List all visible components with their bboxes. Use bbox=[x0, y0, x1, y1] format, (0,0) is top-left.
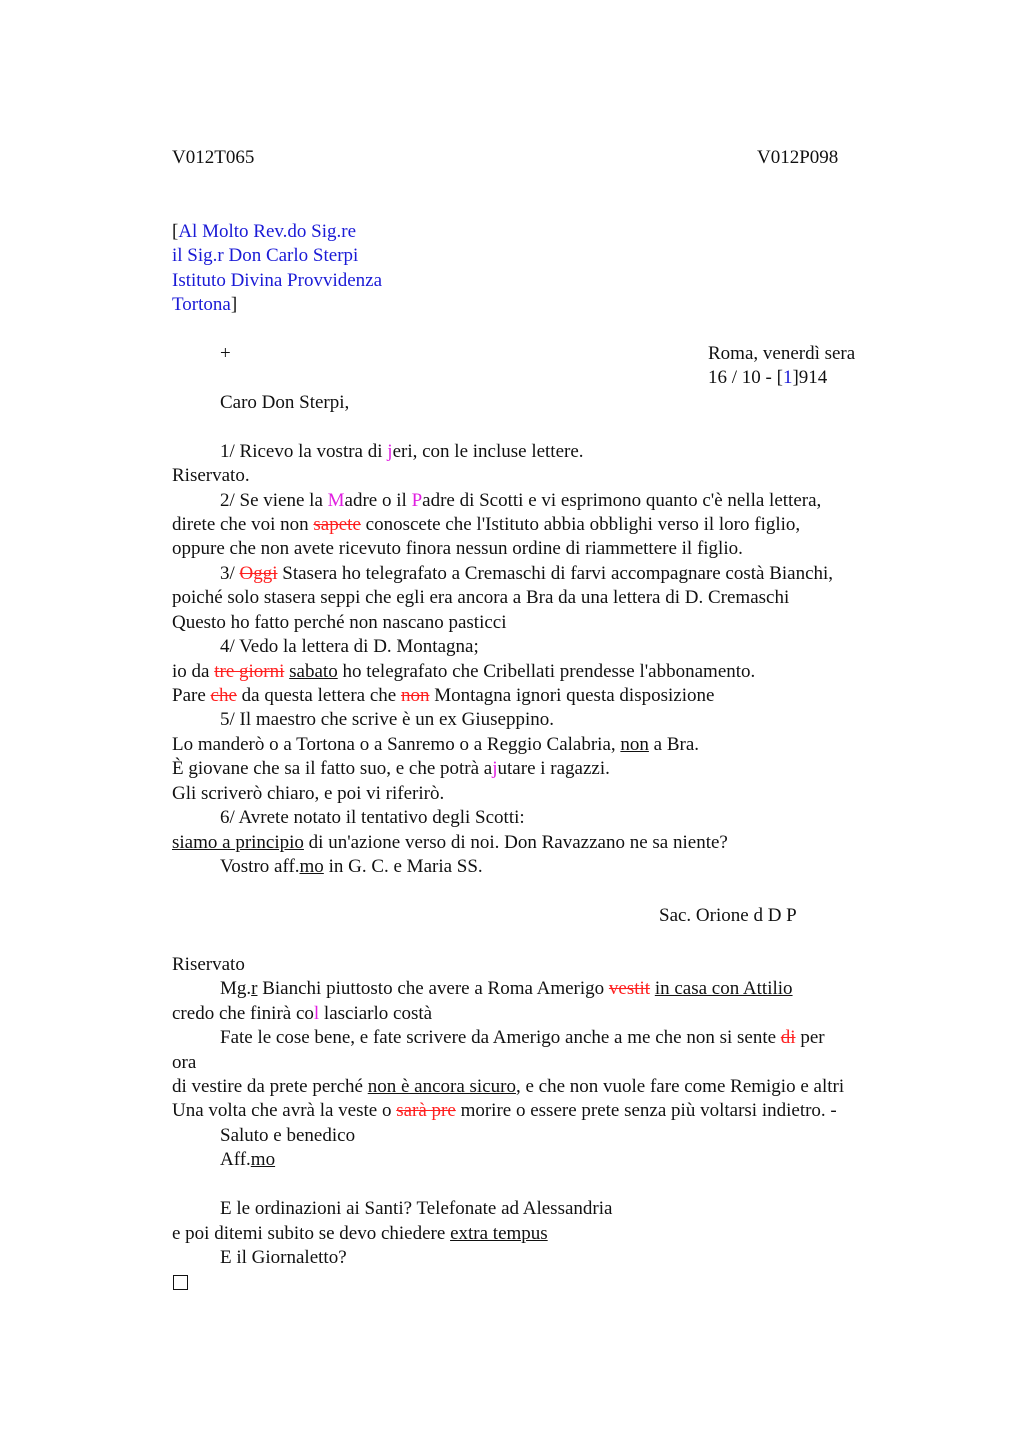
postscript-riservato-label: Riservato bbox=[172, 954, 245, 975]
signature: Sac. Orione d D P bbox=[659, 905, 797, 926]
paragraph-5-line-4: Gli scriverò chiaro, e poi vi riferirò. bbox=[172, 783, 445, 804]
address-line-4: Tortona] bbox=[172, 294, 238, 315]
paragraph-5-line-3: È giovane che sa il fatto suo, e che potrà ajutare i ragazzi. bbox=[172, 758, 610, 779]
address-line-3: Istituto Divina Provvidenza bbox=[172, 270, 383, 291]
paragraph-6-line-2: siamo a principio di un'azione verso di noi. Don Ravazzano ne sa niente? bbox=[172, 832, 728, 853]
cross-symbol: + bbox=[220, 343, 231, 364]
postscript-closing: Aff.mo bbox=[220, 1149, 276, 1170]
paragraph-3: 3/ Oggi Stasera ho telegrafato a Cremaschi di farvi accompagnare costà Bianchi, bbox=[220, 563, 834, 584]
paragraph-3-line-2: poiché solo stasera seppi che egli era ancora a Bra da una lettera di D. Cremaschi bbox=[172, 587, 790, 608]
paragraph-1: 1/ Ricevo la vostra di jeri, con le incluse lettere. bbox=[220, 441, 584, 462]
address-line-2: il Sig.r Don Carlo Sterpi bbox=[172, 245, 359, 266]
postscript-line-9: e poi ditemi subito se devo chiedere extra tempus bbox=[172, 1223, 548, 1244]
paragraph-2-line-3: oppure che non avete ricevuto finora nessun ordine di riammettere il figlio. bbox=[172, 538, 743, 559]
document-code-left: V012T065 bbox=[172, 147, 255, 168]
postscript-line-5: Una volta che avrà la veste o sarà pre morire o essere prete senza più voltarsi indietro. - bbox=[172, 1100, 837, 1121]
postscript-line-2: credo che finirà col lasciarlo costà bbox=[172, 1003, 433, 1024]
address-line-1: [Al Molto Rev.do Sig.re bbox=[172, 221, 357, 242]
paragraph-3-line-3: Questo ho fatto perché non nascano pasticci bbox=[172, 612, 507, 633]
postscript-line-4: di vestire da prete perché non è ancora sicuro, e che non vuole fare come Remigio e altri bbox=[172, 1076, 845, 1097]
postscript-line-1: Mg.r Bianchi piuttosto che avere a Roma Amerigo vestit in casa con Attilio bbox=[220, 978, 793, 999]
postscript-line-8: E le ordinazioni ai Santi? Telefonate ad Alessandria bbox=[220, 1198, 613, 1219]
paragraph-5-line-2: Lo manderò o a Tortona o a Sanremo o a Reggio Calabria, non a Bra. bbox=[172, 734, 700, 755]
postscript-greeting: Saluto e benedico bbox=[220, 1125, 356, 1146]
postscript-line-10: E il Giornaletto? bbox=[220, 1247, 347, 1268]
postscript-line-3: Fate le cose bene, e fate scrivere da Amerigo anche a me che non si sente di per bbox=[220, 1027, 825, 1048]
paragraph-2-line-2: direte che voi non sapete conoscete che l'Istituto abbia obblighi verso il loro figlio, bbox=[172, 514, 801, 535]
salutation: Caro Don Sterpi, bbox=[220, 392, 350, 413]
postscript-line-3-continued: ora bbox=[172, 1052, 197, 1073]
paragraph-4-line-2: io da tre giorni sabato ho telegrafato che Cribellati prendesse l'abbonamento. bbox=[172, 661, 756, 682]
date-line-2: 16 / 10 - [1]914 bbox=[708, 367, 828, 388]
paragraph-6: 6/ Avrete notato il tentativo degli Scotti: bbox=[220, 807, 525, 828]
paragraph-4: 4/ Vedo la lettera di D. Montagna; bbox=[220, 636, 479, 657]
end-box-icon bbox=[173, 1275, 188, 1292]
document-code-right: V012P098 bbox=[757, 147, 839, 168]
paragraph-5: 5/ Il maestro che scrive è un ex Giuseppino. bbox=[220, 709, 554, 730]
closing: Vostro aff.mo in G. C. e Maria SS. bbox=[220, 856, 483, 877]
paragraph-4-line-3: Pare che da questa lettera che non Montagna ignori questa disposizione bbox=[172, 685, 715, 706]
paragraph-2: 2/ Se viene la Madre o il Padre di Scotti e vi esprimono quanto c'è nella lettera, bbox=[220, 490, 822, 511]
date-line-1: Roma, venerdì sera bbox=[708, 343, 856, 364]
riservato-label: Riservato. bbox=[172, 465, 250, 486]
